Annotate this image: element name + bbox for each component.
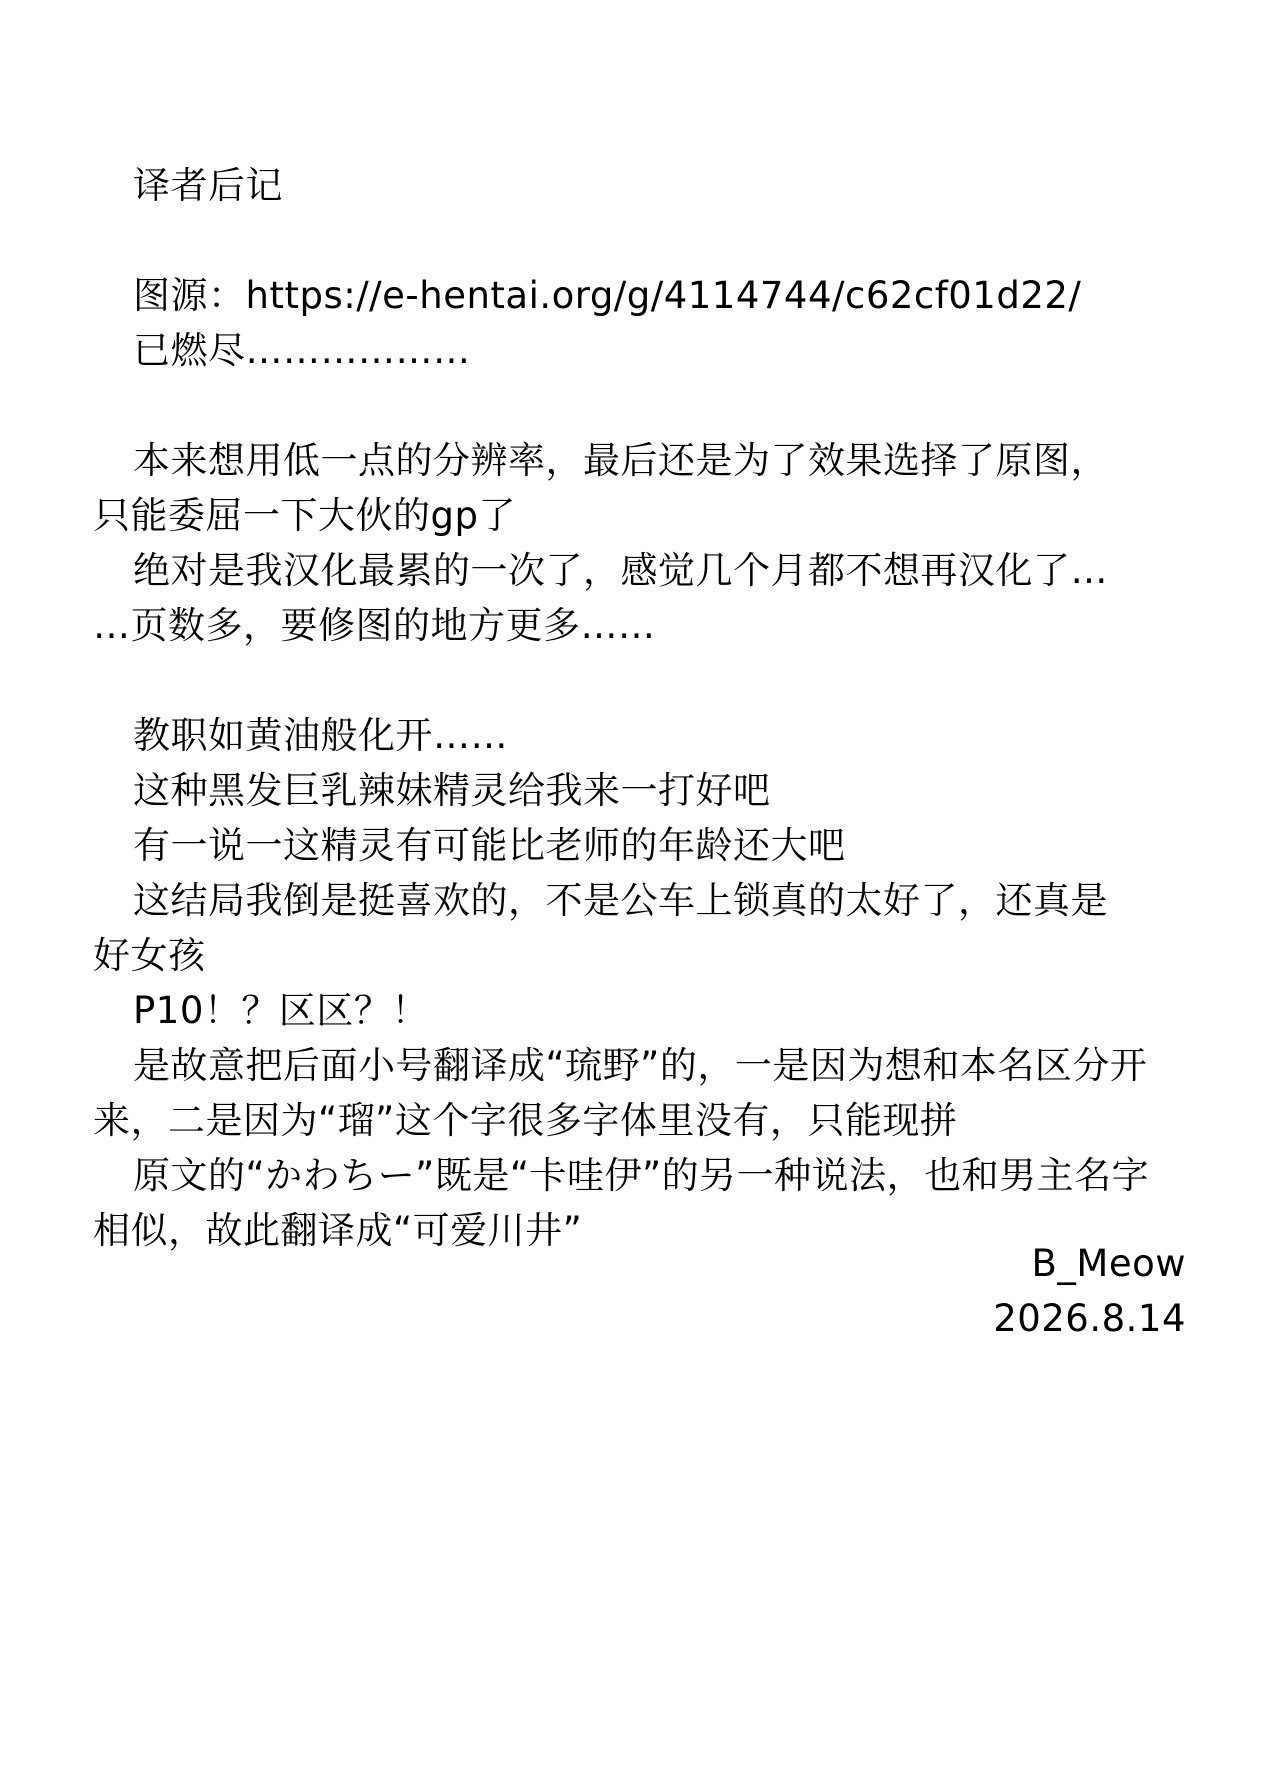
paragraph2-line5: 好女孩 <box>93 934 206 977</box>
source-line: 图源：https://e-hentai.org/g/4114744/c62cf01d22/ <box>133 274 1082 317</box>
paragraph2-line2: 这种黑发巨乳辣妹精灵给我来一打好吧 <box>133 769 771 812</box>
paragraph1-line2: 只能委屈一下大伙的gp了 <box>93 494 516 537</box>
paragraph1-line3: 绝对是我汉化最累的一次了，感觉几个月都不想再汉化了… <box>133 549 1108 592</box>
spacer <box>93 213 1187 268</box>
paragraph2-line1: 教职如黄油般化开…… <box>133 714 508 757</box>
afterword-body <box>93 158 1187 1258</box>
paragraph2-line7: 是故意把后面小号翻译成“琉野”的，一是因为想和本名区分开 <box>133 1044 1148 1087</box>
signature-name: B_Meow <box>1031 1242 1186 1285</box>
status-line: 已燃尽……………… <box>133 329 471 372</box>
paragraph2-line6: P10！？区区？！ <box>133 989 429 1032</box>
signature-block <box>686 1236 1186 1346</box>
spacer <box>93 653 1187 708</box>
spacer <box>93 378 1187 433</box>
paragraph1-line4: …页数多，要修图的地方更多…… <box>93 604 656 647</box>
paragraph2-line3: 有一说一这精灵有可能比老师的年龄还大吧 <box>133 824 846 867</box>
paragraph2-line9: 原文的“かわちー”既是“卡哇伊”的另一种说法，也和男主名字 <box>133 1154 1150 1197</box>
paragraph2-line8: 来，二是因为“瑠”这个字很多字体里没有，只能现拼 <box>93 1099 958 1142</box>
paragraph2-line10: 相似，故此翻译成“可爱川井” <box>93 1209 583 1252</box>
signature-date: 2026.8.14 <box>993 1297 1186 1340</box>
page-title: 译者后记 <box>133 164 283 207</box>
paragraph2-line4: 这结局我倒是挺喜欢的，不是公车上锁真的太好了，还真是 <box>133 879 1108 922</box>
paragraph1-line1: 本来想用低一点的分辨率，最后还是为了效果选择了原图， <box>133 439 1108 482</box>
